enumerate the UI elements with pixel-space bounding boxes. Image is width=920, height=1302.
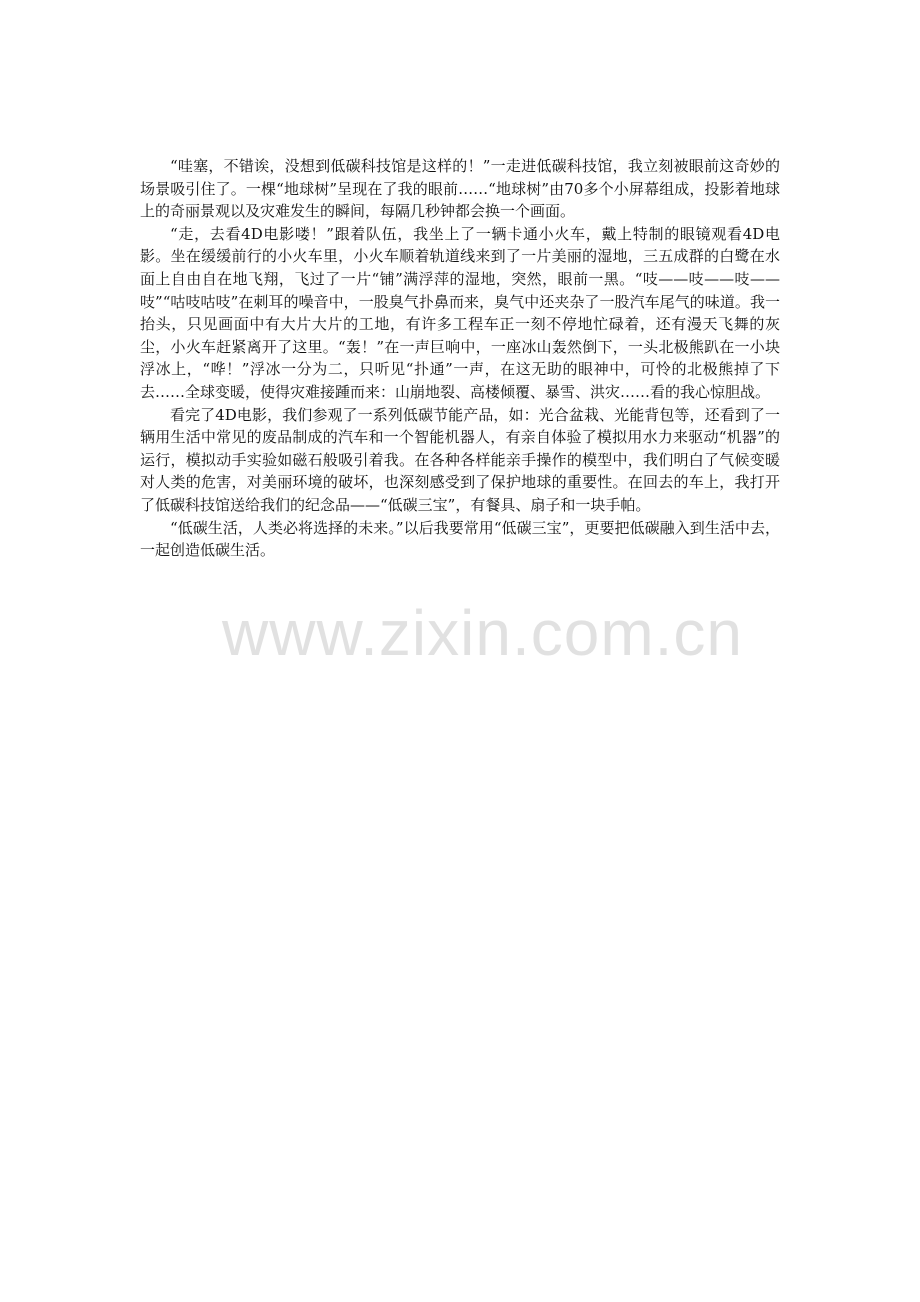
watermark: www.zixin.com.cn	[222, 597, 743, 669]
paragraph-4: “低碳生活，人类必将选择的未来。”以后我要常用“低碳三宝”，更要把低碳融入到生活中去，一起创造低碳生活。	[140, 518, 780, 560]
document-body	[140, 155, 780, 562]
paragraph-2: “走，去看4D电影喽！”跟着队伍，我坐上了一辆卡通小火车，戴上特制的眼镜观看4D电影。坐在缓缓前行的小火车里，小火车顺着轨道线来到了一片美丽的湿地，三五成群的白鹭在水面上自由自在地飞翔，飞过了一片“铺”满浮萍的湿地，突然，眼前一黑。“吱——吱——吱——吱”“咕吱咕吱”在刺耳的噪音中，一股臭气扑鼻而来，臭气中还夹杂了一股汽车尾气的味道。我一抬头，只见画面中有大片大片的工地，有许多工程车正一刻不停地忙碌着，还有漫天飞舞的灰尘，小火车赶紧离开了这里。“轰！”在一声巨响中，一座冰山轰然倒下，一头北极熊趴在一小块浮冰上，“哗！”浮冰一分为二，只听见“扑通”一声，在这无助的眼神中，可怜的北极熊掉了下去……全球变暖，使得灾难接踵而来：山崩地裂、高楼倾覆、暴雪、洪灾……看的我心惊胆战。	[140, 224, 780, 401]
paragraph-3: 看完了4D电影，我们参观了一系列低碳节能产品，如：光合盆栽、光能背包等，还看到了一辆用生活中常见的废品制成的汽车和一个智能机器人，有亲自体验了模拟用水力来驱动“机器”的运行，模拟动手实验如磁石般吸引着我。在各种各样能亲手操作的模型中，我们明白了气候变暖对人类的危害，对美丽环境的破坏，也深刻感受到了保护地球的重要性。在回去的车上，我打开了低碳科技馆送给我们的纪念品——“低碳三宝”，有餐具、扇子和一块手帕。	[140, 405, 780, 514]
paragraph-1: “哇塞，不错诶，没想到低碳科技馆是这样的！”一走进低碳科技馆，我立刻被眼前这奇妙的场景吸引住了。一棵“地球树”呈现在了我的眼前……“地球树”由70多个小屏幕组成，投影着地球上的奇丽景观以及灾难发生的瞬间，每隔几秒钟都会换一个画面。	[140, 157, 780, 221]
